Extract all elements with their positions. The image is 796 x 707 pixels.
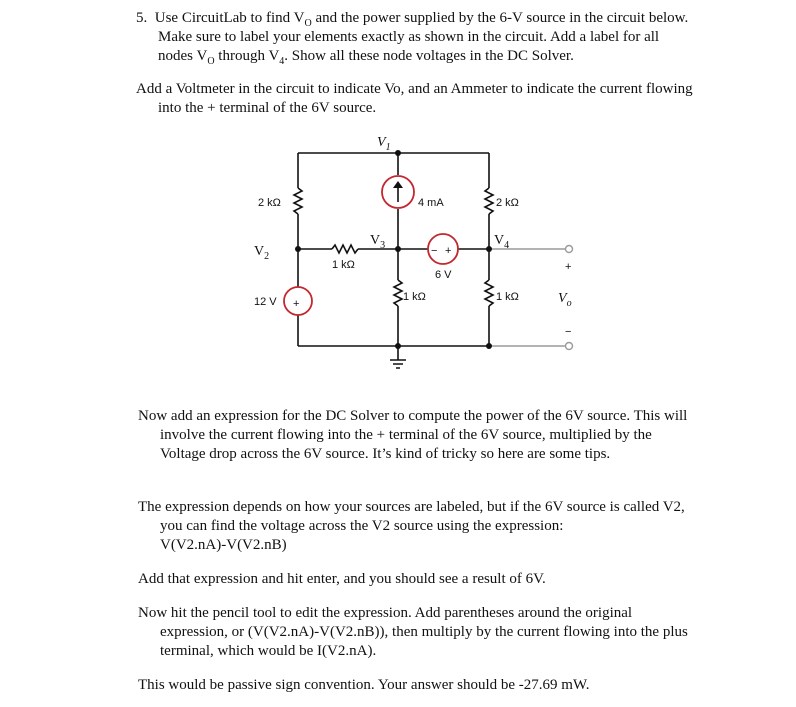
resistor-1k-bottom-right	[485, 280, 493, 306]
circuit-diagram	[240, 128, 600, 378]
tips-p1-l1: Now add an expression for the DC Solver to compute the power of the 6V source.	[138, 408, 631, 424]
vs6-minus-sign: −	[431, 245, 438, 257]
label-node-v4: $V_4$	[494, 233, 510, 251]
label-node-v2: $V_2$	[254, 244, 270, 262]
out-plus-label: +	[565, 261, 572, 273]
resistor-1k-bottom-center	[394, 280, 402, 306]
tips-p2-l1: The expression depends on how your sources are labeled, but if the 6V source is	[138, 499, 620, 515]
tips-p1-l4: some tips.	[549, 446, 611, 462]
meters-line1: Add a Voltmeter in the circuit to indicate Vo, and an Ammeter to indicate the current	[136, 81, 643, 97]
label-node-v3: $V_3$	[370, 233, 386, 251]
problem-line3-sub1: O	[207, 56, 215, 67]
label-node-v1: $V_1$	[377, 135, 391, 153]
tips-paragraph-3	[138, 570, 698, 589]
label-current-source: 4 mA	[418, 197, 444, 209]
tips-p2-l3: V(V2.nA)-V(V2.nB)	[160, 537, 287, 553]
label-vs-12v: 12 V	[254, 296, 277, 308]
vs6-plus-sign: +	[445, 245, 452, 257]
label-r-bottom-right: 1 kΩ	[496, 291, 519, 303]
tips-paragraph-4	[138, 604, 698, 661]
problem-number: 5.	[136, 10, 148, 26]
label-r-left: 2 kΩ	[258, 197, 281, 209]
problem-line3c: . Show all these node voltages in the DC Solver.	[284, 48, 574, 64]
resistor-1k-middle	[332, 245, 358, 253]
label-r-middle: 1 kΩ	[332, 259, 355, 271]
label-r-bottom-center: 1 kΩ	[403, 291, 426, 303]
problem-line3b: through V	[214, 48, 280, 64]
problem-line3a: label for all nodes V	[158, 29, 660, 64]
tips-p1-l2: This will involve the current flowing into the + terminal of the 6V source,	[160, 408, 688, 443]
problem-line1-sub: O	[304, 18, 312, 29]
meter-instructions	[136, 80, 696, 118]
tips-p4-l3: the plus terminal, which would be I(V2.nA).	[160, 624, 688, 659]
output-terminal-minus	[566, 343, 573, 350]
resistor-2k-right	[485, 188, 493, 214]
tips-p2-l2: called V2, you can find the voltage across the V2 source using the expression:	[160, 499, 685, 534]
problem-line1: Use CircuitLab to find V	[154, 10, 305, 26]
label-r-right-top: 2 kΩ	[496, 197, 519, 209]
vs12-plus-sign: +	[293, 298, 300, 310]
tips-paragraph-5	[138, 676, 698, 695]
problem-line2: below. Make sure to label your elements exactly as shown in the circuit. Add a	[158, 10, 689, 45]
meters-line2: flowing into the + terminal of the 6V source.	[158, 81, 693, 116]
tips-p4-l2: expression, or (V(V2.nA)-V(V2.nB)), then multiply by the current flowing into	[160, 624, 637, 640]
out-minus-label: −	[565, 326, 572, 338]
resistor-2k-left	[294, 188, 302, 214]
label-vo: $V_o$	[558, 291, 572, 309]
output-terminal-plus	[566, 246, 573, 253]
tips-p1-l3: multiplied by the Voltage drop across the 6V source. It’s kind of tricky so here are	[160, 427, 652, 462]
tips-p5: This would be passive sign convention. Your answer should be -27.69 mW.	[138, 677, 590, 693]
tips-paragraph-1	[138, 407, 698, 464]
problem-line3-sub2: 4	[279, 56, 285, 67]
tips-paragraph-2	[138, 498, 698, 555]
tips-p4-l1: Now hit the pencil tool to edit the expression. Add parentheses around the original	[138, 605, 633, 621]
tips-p3: Add that expression and hit enter, and you should see a result of 6V.	[138, 571, 546, 587]
ground-symbol	[390, 360, 406, 368]
label-vs-6v: 6 V	[435, 269, 452, 281]
problem-line1-tail: and the power supplied by the 6-V source in the circuit	[311, 10, 646, 26]
problem-statement	[136, 9, 696, 66]
current-source-4ma	[382, 176, 414, 208]
